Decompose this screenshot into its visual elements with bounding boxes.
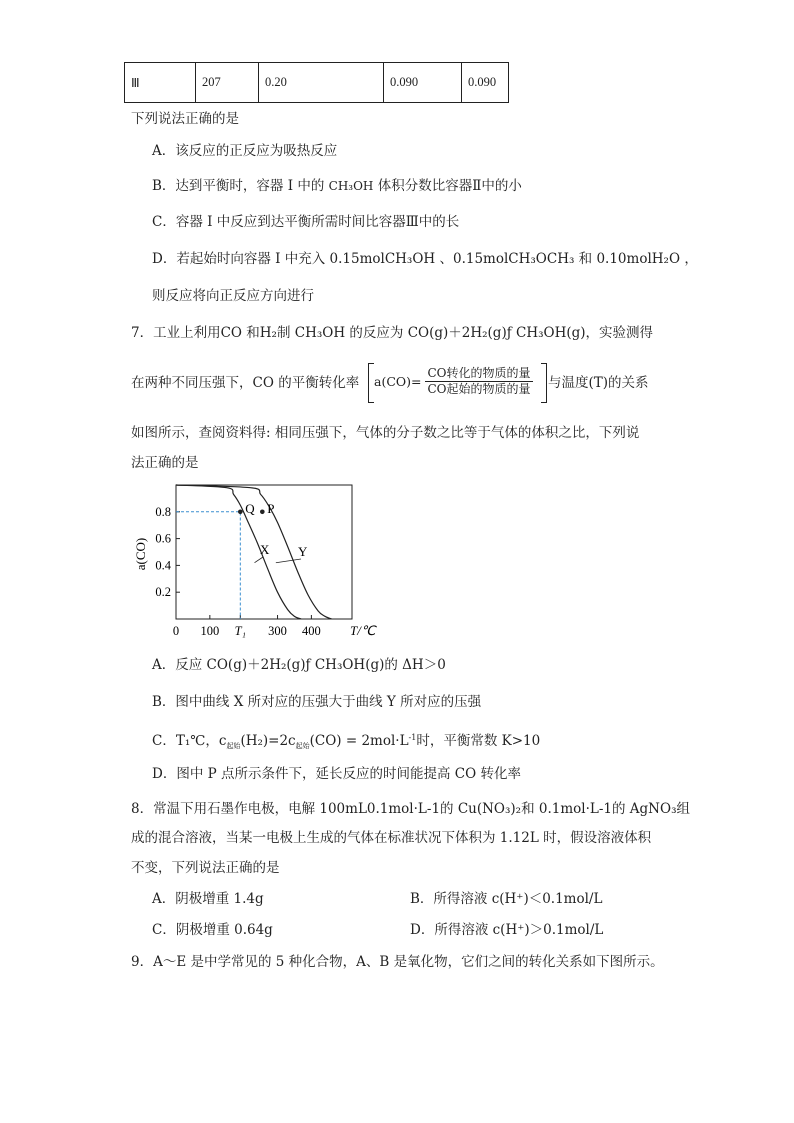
bracket-right — [541, 363, 547, 403]
q7-option-b: B．图中曲线 X 所对应的压强大于曲线 Y 所对应的压强 — [152, 694, 482, 710]
q7-stem-line4: 法正确的是 — [131, 455, 199, 471]
label-leader — [255, 557, 263, 563]
data-table — [124, 62, 509, 103]
q7-option-d: D．图中 P 点所示条件下，延长反应的时间能提高 CO 转化率 — [152, 766, 521, 782]
point-p — [260, 510, 265, 515]
alpha-fraction — [425, 366, 532, 397]
q7-stem-line3: 如图所示，查阅资料得: 相同压强下，气体的分子数之比等于气体的体积之比，下列说 — [131, 425, 640, 441]
fraction-denominator: CO起始的物质的量 — [427, 382, 531, 396]
q6-option-b-pre: B．达到平衡时，容器 I 中的 — [152, 178, 325, 194]
q7-option-c-pre: C． — [152, 733, 176, 749]
q7-option-c-mid: ，c — [205, 733, 227, 749]
q6-option-d-line1: D．若起始时向容器 I 中充入 0.15molCH₃OH 、0.15molCH₃OCH₃ 和 0.10molH₂O ， — [152, 251, 698, 267]
q8-option-b: B．所得溶液 c(H⁺)＜0.1mol/L — [410, 891, 603, 907]
alpha-formula — [374, 366, 533, 397]
q7-option-c-temp: T₁℃ — [175, 733, 206, 749]
q7-option-c-sub1: 起始 — [226, 742, 241, 750]
q7-option-c-sup: -1 — [408, 733, 417, 742]
q7-option-c-sub2: 起始 — [295, 742, 310, 750]
table-cell: 0.20 — [259, 63, 384, 103]
q6-option-b-chem: CH₃OH — [328, 179, 374, 193]
q6-option-b — [152, 177, 522, 195]
q6-lead: 下列说法正确的是 — [131, 111, 239, 127]
x-axis-label: T/℃ — [350, 623, 376, 638]
x-tick-label: 100 — [200, 624, 220, 638]
point-q — [238, 510, 243, 515]
q8-stem-line2: 成的混合溶液，当某一电极上生成的气体在标准状况下体积为 1.12L 时，假设溶液体积 — [131, 830, 652, 846]
q8-option-d: D．所得溶液 c(H⁺)＞0.1mol/L — [410, 922, 604, 938]
q7-stem-line2-post: 与温度(T)的关系 — [548, 375, 649, 391]
q7-option-c-h2: (H₂)=2c — [240, 733, 296, 749]
y-tick-label: 0.6 — [155, 531, 171, 546]
y-tick-label: 0.4 — [155, 558, 171, 573]
q6-option-d-line2: 则反应将向正反应方向进行 — [152, 288, 314, 304]
y-axis-label: a(CO) — [133, 537, 148, 571]
q7-stem-line1: 7．工业上利用CO 和H₂制 CH₃OH 的反应为 CO(g)＋2H₂(g)ƒ CH₃OH(g)，实验测得 — [131, 325, 654, 341]
series-label-y: Y — [298, 544, 308, 559]
point-label-q: Q — [245, 500, 255, 516]
table-cell: Ⅲ — [125, 63, 196, 103]
table-cell: 0.090 — [384, 63, 462, 103]
q7-option-c — [152, 729, 540, 755]
q7-stem-line2-pre: 在两种不同压强下，CO 的平衡转化率 — [131, 375, 360, 391]
series-label-x: X — [260, 542, 270, 557]
alpha-lead: a(CO)= — [374, 374, 422, 389]
conversion-chart — [130, 478, 380, 648]
q8-option-a: A．阴极增重 1.4g — [152, 891, 264, 907]
x-tick-label: 0 — [172, 624, 180, 638]
x-tick-label: T₁ — [234, 624, 246, 638]
q9-stem-line1: 9．A～E 是中学常见的 5 种化合物，A、B 是氧化物，它们之间的转化关系如下图所示。 — [131, 954, 664, 970]
q6-option-a: A．该反应的正反应为吸热反应 — [152, 143, 338, 159]
q7-option-c-post: (CO) = 2mol·L — [309, 733, 409, 749]
q6-option-b-post: 体积分数比容器Ⅱ中的小 — [377, 178, 522, 194]
x-tick-label: 300 — [268, 624, 287, 638]
q8-stem-line1: 8．常温下用石墨作电极，电解 100mL0.1mol·L-1的 Cu(NO₃)₂和 0.1mol·L-1的 AgNO₃组 — [131, 801, 690, 817]
y-tick-label: 0.2 — [155, 585, 171, 600]
y-tick-label: 0.8 — [155, 504, 171, 519]
guide-line — [176, 512, 240, 619]
q8-stem-line3: 不变，下列说法正确的是 — [131, 860, 280, 876]
fraction-numerator: CO转化的物质的量 — [427, 366, 531, 380]
table-cell: 0.090 — [462, 63, 509, 103]
q6-option-c: C．容器 I 中反应到达平衡所需时间比容器Ⅲ中的长 — [152, 214, 460, 230]
label-leader — [276, 559, 301, 563]
q7-option-c-tail: 时，平衡常数 K>10 — [416, 733, 541, 749]
q8-option-c: C．阴极增重 0.64g — [152, 922, 273, 938]
table-cell: 207 — [196, 63, 259, 103]
point-label-p: P — [267, 500, 275, 516]
table-row — [125, 63, 509, 103]
x-tick-label: 400 — [302, 624, 321, 638]
series-line-x — [176, 485, 301, 619]
q7-option-a: A．反应 CO(g)＋2H₂(g)ƒ CH₃OH(g)的 ΔH＞0 — [152, 657, 446, 673]
